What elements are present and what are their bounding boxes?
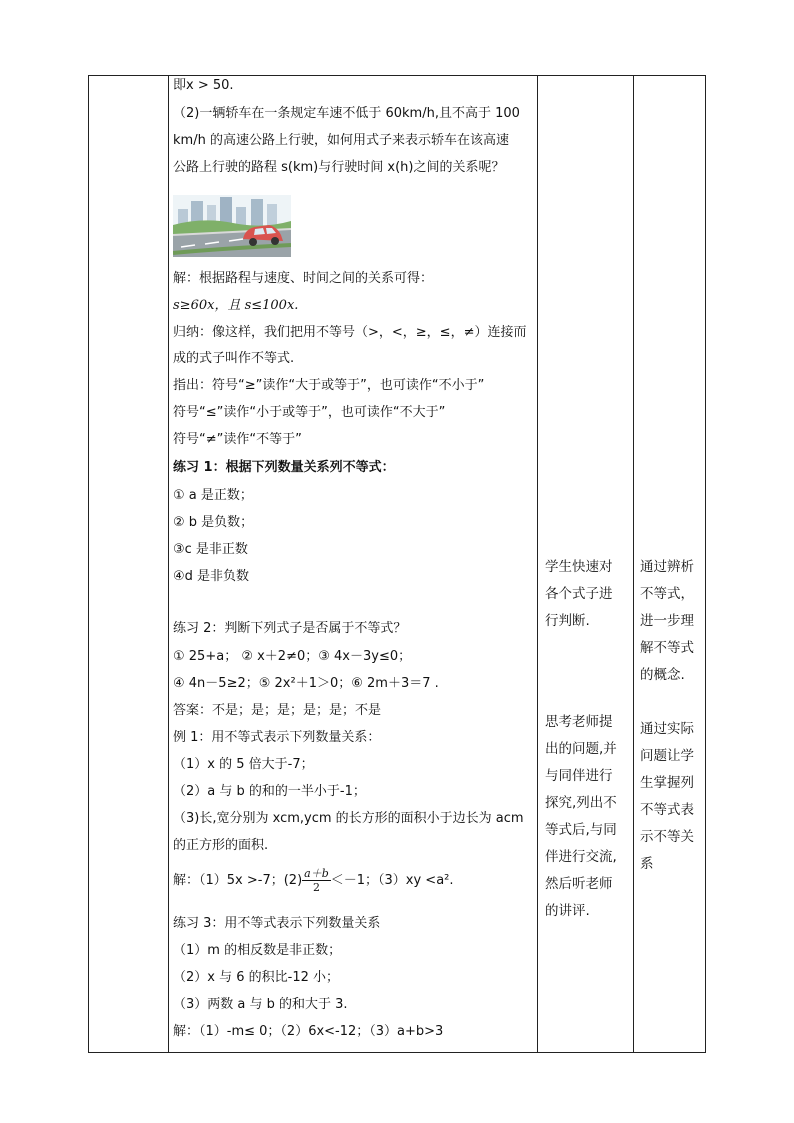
intent-line: 系 [640,856,654,872]
activity-line: 探究,列出不 [545,795,617,811]
text-line: ① 25+a； ② x＋2≠0；③ 4x－3y≤0； [173,649,412,664]
solution-line [173,867,454,895]
activity-line: 思考老师提 [545,714,613,730]
text-line: s≥60x，且 s≤100x. [173,298,299,313]
intent-line: 问题让学 [640,748,694,764]
solution-line: 解：（1）-m≤ 0；（2）6x<-12；（3）a+b>3 [173,1024,444,1039]
activity-line: 学生快速对 [545,559,613,575]
text-line: ① a 是正数； [173,488,253,503]
text-line: 解：根据路程与速度、时间之间的关系可得： [173,271,434,286]
activity-line: 伴进行交流, [545,849,617,865]
solution-text: ＜－1；（3）xy <a². [330,873,454,888]
text-line: 公路上行驶的路程 s(km)与行驶时间 x(h)之间的关系呢？ [173,160,505,175]
activity-line: 与同伴进行 [545,768,613,784]
intent-line: 生掌握列 [640,775,694,791]
activity-line: 等式后,与同 [545,822,617,838]
intent-line: 通过辨析 [640,559,694,575]
activity-line: 各个式子进 [545,586,613,602]
fraction-denominator: 2 [312,881,320,894]
text-line: （3）两数 a 与 b 的和大于 3. [173,997,348,1012]
text-line: ③c 是非正数 [173,542,248,557]
column-divider [537,76,538,1052]
text-line: （3)长,宽分别为 xcm,ycm 的长方形的面积小于边长为 acm [173,811,524,826]
activity-line: 然后听老师 [545,876,613,892]
intent-line: 进一步理 [640,613,694,629]
text-line: 归纳：像这样，我们把用不等号（>，<，≥，≤，≠）连接而 [173,325,527,340]
student-activity-2 [545,709,631,925]
column-divider [633,76,634,1052]
text-line: 成的式子叫作不等式. [173,351,295,366]
design-intent-1 [640,554,702,689]
text-line: ④d 是非负数 [173,569,250,584]
text-line: ② b 是负数； [173,515,254,530]
intent-line: 不等式表 [640,802,694,818]
example-heading: 例 1：用不等式表示下列数量关系： [173,730,381,745]
intent-line: 示不等关 [640,829,694,845]
solution-text: 解：（1）5x >-7；(2) [173,873,303,888]
text-line: （2)一辆轿车在一条规定车速不低于 60km/h,且不高于 100 [173,106,520,121]
answer-line: 答案：不是；是；是；是；是；不是 [173,703,382,718]
text-line: ④ 4n－5≥2；⑤ 2x²＋1＞0；⑥ 2m＋3＝7 . [173,676,439,691]
text-line: 即x > 50. [173,78,234,93]
intent-line: 不等式， [640,586,694,602]
exercise-heading: 练习 3：用不等式表示下列数量关系 [173,916,381,931]
car-on-highway-illustration [173,195,291,257]
student-activity-1 [545,554,631,635]
text-line: （2）a 与 b 的和的一半小于-1； [173,784,366,799]
design-intent-2 [640,716,702,878]
text-line: 的正方形的面积. [173,838,269,853]
text-line: （1）x 的 5 倍大于-7； [173,757,314,772]
text-line: km/h 的高速公路上行驶，如何用式子来表示轿车在该高速 [173,133,509,148]
exercise-heading: 练习 1：根据下列数量关系列不等式： [173,460,395,475]
text-line: 指出：符号“≥”读作“大于或等于”，也可读作“不小于” [173,378,485,393]
activity-line: 行判断. [545,613,590,629]
activity-line: 出的问题,并 [545,741,617,757]
text-line: （2）x 与 6 的积比-12 小； [173,970,339,985]
intent-line: 解不等式 [640,640,694,656]
intent-line: 通过实际 [640,721,694,737]
exercise-heading: 练习 2：判断下列式子是否属于不等式？ [173,621,407,636]
column-divider [168,76,169,1052]
intent-line: 的概念. [640,667,685,683]
fraction [302,867,331,894]
fraction-numerator: a＋b [304,867,329,880]
text-line: （1）m 的相反数是非正数； [173,943,342,958]
activity-line: 的讲评. [545,903,590,919]
text-line: 符号“≠”读作“不等于” [173,432,302,447]
text-line: 符号“≤”读作“小于或等于”，也可读作“不大于” [173,405,446,420]
